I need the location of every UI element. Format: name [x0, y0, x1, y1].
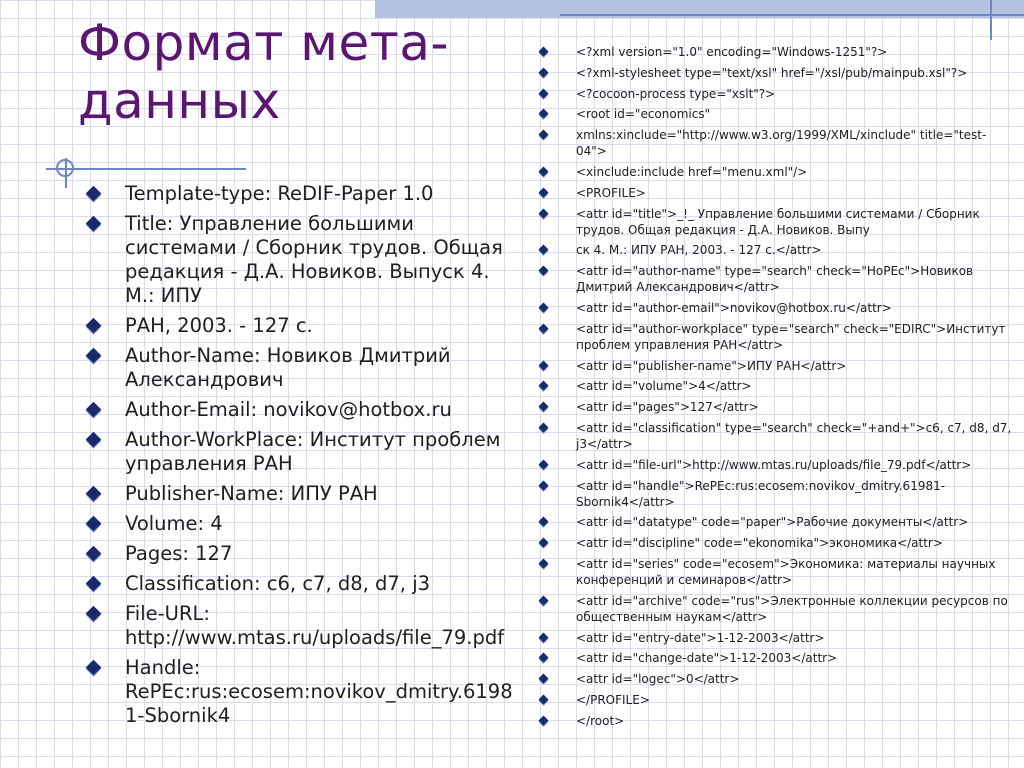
- slide-title: Формат мета-данных: [78, 14, 450, 130]
- list-item: [538, 358, 1014, 374]
- list-item-text: Title: Управление большими системами / Сборник трудов. Общая редакция - Д.А. Новиков. Выпуск 4. М.: ИПУ: [125, 212, 503, 307]
- list-item-text: Template-type: ReDIF-Paper 1.0: [125, 182, 434, 205]
- list-item: [538, 300, 1014, 316]
- diamond-bullet-icon: [539, 459, 549, 469]
- diamond-bullet-icon: [539, 167, 549, 177]
- diamond-bullet-icon: [539, 245, 549, 255]
- diamond-bullet-icon: [86, 546, 102, 562]
- title-underline: [46, 168, 246, 170]
- list-item-text: xmlns:xinclude="http://www.w3.org/1999/XML/xinclude" title="test-04">: [576, 128, 987, 159]
- diamond-bullet-icon: [539, 303, 549, 313]
- list-item: [538, 593, 1014, 625]
- diamond-bullet-icon: [539, 187, 549, 197]
- diamond-bullet-icon: [539, 109, 549, 119]
- list-item: [538, 535, 1014, 551]
- list-item-text: <attr id="logec">0</attr>: [576, 672, 740, 687]
- list-item: [538, 127, 1014, 159]
- list-item: [86, 512, 516, 536]
- list-item-text: <attr id="entry-date">1-12-2003</attr>: [576, 630, 825, 645]
- list-item: [86, 212, 516, 308]
- list-item: [538, 478, 1014, 510]
- list-item-text: <attr id="publisher-name">ИПУ РАН</attr>: [576, 358, 847, 373]
- diamond-bullet-icon: [539, 88, 549, 98]
- list-item-text: <attr id="discipline" code="ekonomika">экономика</attr>: [576, 536, 943, 551]
- decorative-vertical-line: [990, 0, 992, 40]
- list-item: [538, 556, 1014, 588]
- decorative-horizontal-line: [560, 14, 1024, 16]
- right-bullet-list: [538, 44, 1014, 734]
- list-item-text: <attr id="classification" type="search" check="+and+">c6, c7, d8, d7, j3</attr>: [576, 420, 1012, 451]
- list-item-text: <root id="economics": [576, 107, 711, 122]
- diamond-bullet-icon: [86, 486, 102, 502]
- diamond-bullet-icon: [539, 381, 549, 391]
- list-item-text: Publisher-Name: ИПУ РАН: [125, 482, 378, 505]
- diamond-bullet-icon: [539, 402, 549, 412]
- list-item-text: <attr id="file-url">http://www.mtas.ru/uploads/file_79.pdf</attr>: [576, 457, 972, 472]
- list-item: [538, 185, 1014, 201]
- list-item-text: Author-WorkPlace: Институт проблем управления РАН: [125, 428, 501, 475]
- list-item: [538, 321, 1014, 353]
- diamond-bullet-icon: [86, 402, 102, 418]
- diamond-bullet-icon: [539, 323, 549, 333]
- list-item: [538, 713, 1014, 729]
- list-item: [538, 650, 1014, 666]
- list-item-text: <attr id="author-name" type="search" check="НоPEc">Новиков Дмитрий Александрович</attr>: [576, 264, 974, 295]
- diamond-bullet-icon: [539, 694, 549, 704]
- list-item-text: Volume: 4: [125, 512, 223, 535]
- diamond-bullet-icon: [86, 576, 102, 592]
- diamond-bullet-icon: [86, 348, 102, 364]
- diamond-bullet-icon: [86, 318, 102, 334]
- list-item-text: <PROFILE>: [576, 185, 646, 200]
- diamond-bullet-icon: [539, 674, 549, 684]
- list-item-text: Handle: RePEc:rus:ecosem:novikov_dmitry.61981-Sbornik4: [125, 656, 513, 727]
- list-item: [538, 65, 1014, 81]
- list-item-text: <?cocoon-process type="xslt"?>: [576, 86, 776, 101]
- list-item: [538, 630, 1014, 646]
- list-item-text: <attr id="title">_!_ Управление большими системами / Сборник трудов. Общая редакция - Д.А. Новиков. Выпу: [576, 206, 980, 237]
- list-item-text: РАН, 2003. - 127 с.: [125, 314, 313, 337]
- list-item: [538, 242, 1014, 258]
- list-item-text: </PROFILE>: [576, 692, 650, 707]
- diamond-bullet-icon: [86, 186, 102, 202]
- list-item-text: <attr id="author-email">novikov@hotbox.ru</attr>: [576, 300, 892, 315]
- list-item-text: <attr id="series" code="ecosem">Экономика: материалы научных конференций и семинаров</attr>: [576, 556, 996, 587]
- list-item: [538, 399, 1014, 415]
- list-item-text: Classification: c6, c7, d8, d7, j3: [125, 572, 431, 595]
- list-item: [538, 378, 1014, 394]
- list-item: [538, 164, 1014, 180]
- diamond-bullet-icon: [86, 432, 102, 448]
- list-item-text: <attr id="datatype" code="paper">Рабочие документы</attr>: [576, 515, 969, 530]
- diamond-bullet-icon: [539, 360, 549, 370]
- list-item-text: File-URL: http://www.mtas.ru/uploads/file_79.pdf: [125, 602, 505, 649]
- title-circle-ornament: [56, 159, 74, 177]
- list-item: [538, 514, 1014, 530]
- list-item: [86, 602, 516, 650]
- list-item-text: <attr id="volume">4</attr>: [576, 379, 752, 394]
- list-item: [86, 542, 516, 566]
- diamond-bullet-icon: [539, 715, 549, 725]
- list-item-text: Author-Name: Новиков Дмитрий Александрович: [125, 344, 451, 391]
- list-item-text: <?xml-stylesheet type="text/xsl" href="/xsl/pub/mainpub.xsl"?>: [576, 65, 968, 80]
- list-item: [538, 44, 1014, 60]
- list-item: [538, 420, 1014, 452]
- diamond-bullet-icon: [539, 517, 549, 527]
- list-item-text: Pages: 127: [125, 542, 233, 565]
- list-item-text: Author-Email: novikov@hotbox.ru: [125, 398, 452, 421]
- diamond-bullet-icon: [539, 130, 549, 140]
- list-item: [86, 182, 516, 206]
- list-item-text: <attr id="handle">RePEc:rus:ecosem:novikov_dmitry.61981-Sbornik4</attr>: [576, 478, 946, 509]
- list-item: [538, 86, 1014, 102]
- diamond-bullet-icon: [539, 480, 549, 490]
- list-item-text: <xinclude:include href="menu.xml"/>: [576, 164, 808, 179]
- list-item-text: ск 4. М.: ИПУ РАН, 2003. - 127 с.</attr>: [576, 243, 822, 258]
- diamond-bullet-icon: [539, 632, 549, 642]
- diamond-bullet-icon: [86, 216, 102, 232]
- list-item-text: <attr id="pages">127</attr>: [576, 400, 759, 415]
- list-item: [538, 457, 1014, 473]
- list-item-text: <attr id="change-date">1-12-2003</attr>: [576, 651, 838, 666]
- diamond-bullet-icon: [539, 67, 549, 77]
- diamond-bullet-icon: [539, 595, 549, 605]
- list-item-text: <attr id="archive" code="rus">Электронные коллекции ресурсов по общественным наукам</attr>: [576, 593, 1008, 624]
- list-item: [86, 428, 516, 476]
- list-item-text: </root>: [576, 713, 625, 728]
- list-item: [86, 398, 516, 422]
- list-item: [538, 263, 1014, 295]
- list-item-text: <?xml version="1.0" encoding="Windows-1251"?>: [576, 45, 888, 59]
- diamond-bullet-icon: [539, 266, 549, 276]
- list-item: [86, 344, 516, 392]
- diamond-bullet-icon: [86, 606, 102, 622]
- list-item-text: <attr id="author-workplace" type="search" check="EDIRC">Институт проблем управления РАН</attr>: [576, 321, 1006, 352]
- list-item: [86, 656, 516, 728]
- diamond-bullet-icon: [539, 653, 549, 663]
- list-item: [86, 572, 516, 596]
- diamond-bullet-icon: [539, 538, 549, 548]
- list-item: [538, 206, 1014, 238]
- list-item: [86, 314, 516, 338]
- list-item: [538, 692, 1014, 708]
- diamond-bullet-icon: [86, 516, 102, 532]
- list-item: [538, 671, 1014, 687]
- diamond-bullet-icon: [539, 47, 549, 57]
- diamond-bullet-icon: [539, 558, 549, 568]
- diamond-bullet-icon: [539, 423, 549, 433]
- diamond-bullet-icon: [86, 660, 102, 676]
- left-bullet-list: [86, 182, 516, 734]
- list-item: [538, 106, 1014, 122]
- diamond-bullet-icon: [539, 208, 549, 218]
- list-item: [86, 482, 516, 506]
